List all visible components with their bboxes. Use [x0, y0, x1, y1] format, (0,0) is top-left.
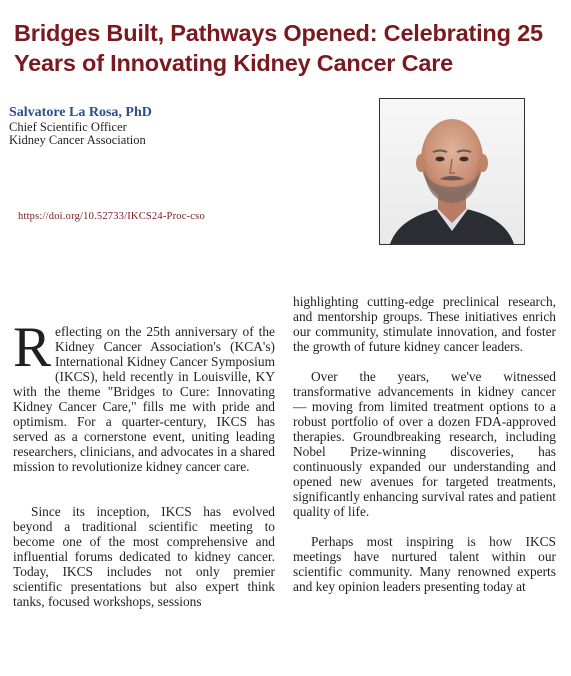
author-organization: Kidney Cancer Association	[9, 133, 146, 147]
right-column	[293, 294, 556, 594]
paragraph-3: Over the years, we've witnessed transformative advancements in kidney cancer — moving from limited treatment options to a robust portfolio of over a dozen FDA-approved therapies. Groundbreaking research, including Nobel Prize-winning discoveries, has continuously expanded our understanding and opened new avenues for targeted treatments, significantly enhancing survival rates and patient quality of life.	[293, 369, 556, 519]
drop-cap: R	[13, 316, 52, 379]
paragraph-1-text: eflecting on the 25th anniversary of the Kidney Cancer Association's (KCA's) International Kidney Cancer Symposium (IKCS), held recently in Louisville, KY with the theme "Bridges to Cure: Innovating Kidney Cancer Care," fills me with pride and optimism. For a quarter-century, IKCS has served as a cornerstone event, uniting leading researchers, clinicians, and advocates in a shared mission to revolutionize kidney cancer care.	[13, 324, 275, 474]
author-portrait-photo	[379, 98, 525, 245]
left-column	[13, 316, 275, 609]
author-name: Salvatore La Rosa, PhD	[9, 105, 152, 120]
doi-link[interactable]: https://doi.org/10.52733/IKCS24-Proc-cso	[18, 211, 205, 222]
article-title: Bridges Built, Pathways Opened: Celebrating 25 Years of Innovating Kidney Cancer Care	[14, 20, 543, 76]
paragraph-4: Perhaps most inspiring is how IKCS meetings have nurtured talent within our scientific community. Many renowned experts and key opinion leaders presenting today at	[293, 534, 556, 594]
paragraph-2: Since its inception, IKCS has evolved beyond a traditional scientific meeting to become one of the most comprehensive and influential forums dedicated to kidney cancer. Today, IKCS includes not only premier scientific presentations but also expert think tanks, focused workshops, sessions	[13, 504, 275, 609]
author-block	[9, 105, 152, 147]
author-role: Chief Scientific Officer	[9, 120, 127, 134]
paragraph-1	[13, 316, 275, 474]
portrait-illustration	[380, 99, 524, 244]
paragraph-2-continued: highlighting cutting-edge preclinical research, and mentorship groups. These initiatives enrich our community, stimulate innovation, and foster the growth of future kidney cancer leaders.	[293, 294, 556, 354]
